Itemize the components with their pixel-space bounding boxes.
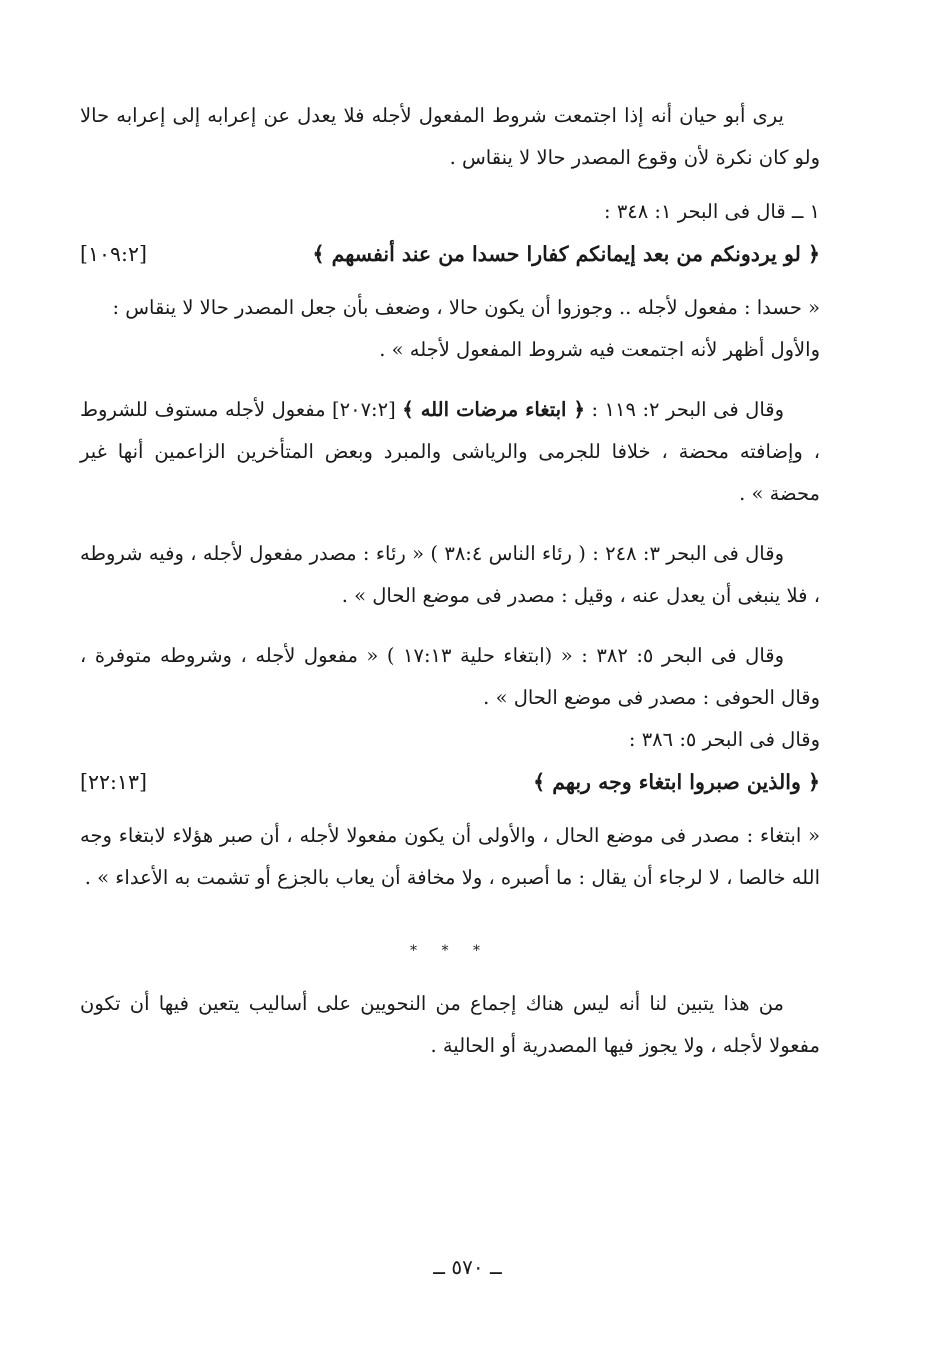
intro-paragraph: يرى أبو حيان أنه إذا اجتمعت شروط المفعول لأجله فلا يعدل عن إعرابه إلى إعرابه حالا ولو كان نكرة لأن وقوع المصدر حالا لا ينقاس .	[80, 104, 820, 169]
quran-verse: ﴿ ابتغاء مرضات الله ﴾	[402, 398, 585, 421]
example-3-paragraph: وقال فى البحر ٣: ٢٤٨ : ( رئاء الناس ٣٨:٤ ) « رئاء : مصدر مفعول لأجله ، وفيه شروطه ، فلا ينبغى أن يعدل عنه ، وقيل : مصدر فى موضع الحال » .	[80, 542, 820, 607]
example-5-heading: وقال فى البحر ٥: ٣٨٦ :	[628, 728, 820, 751]
example-1-conclusion: والأول أظهر لأنه اجتمعت فيه شروط المفعول لأجله » .	[379, 338, 820, 361]
example-1-heading: ١ ــ قال فى البحر ١: ٣٤٨ :	[604, 200, 820, 223]
example-5-verse-line	[80, 761, 820, 803]
page-body	[80, 95, 820, 1067]
verse-reference: [١٠٩:٢]	[80, 242, 147, 266]
conclusion-paragraph: من هذا يتبين لنا أنه ليس هناك إجماع من النحويين على أساليب يتعين فيها أن تكون مفعولا لأجله ، ولا يجوز فيها المصدرية أو الحالية .	[80, 992, 820, 1057]
example-1-commentary: « حسدا : مفعول لأجله .. وجوزوا أن يكون حالا ، وضعف بأن جعل المصدر حالا لا ينقاس :	[112, 296, 820, 319]
example-5-commentary: « ابتغاء : مصدر فى موضع الحال ، والأولى أن يكون مفعولا لأجله ، أن صبر هؤلاء لابتغاء وجه الله خالصا ، لا لرجاء أن يقال : ما أصبره ، ولا مخافة أن يعاب بالجزع أو تشمت به الأعداء » .	[80, 824, 820, 889]
example-1-verse-line	[80, 233, 820, 275]
example-2-text: مفعول لأجله مستوف للشروط ، وإضافته محضة ، خلافا للجرمى والرياشى والمبرد وبعض المتأخرين الزاعمين أنها غير محضة » .	[80, 398, 820, 505]
section-separator: * * *	[410, 943, 490, 959]
verse-reference: [٢٢:١٣]	[80, 770, 147, 794]
quran-verse: ﴿ لو يردونكم من بعد إيمانكم كفارا حسدا من عند أنفسهم ﴾	[312, 242, 820, 266]
page-number: ــ ٥٧٠ ــ	[433, 1255, 502, 1279]
verse-reference: [٢٠٧:٢]	[332, 398, 396, 421]
example-4-paragraph: وقال فى البحر ٥: ٣٨٢ : « (ابتغاء حلية ١٧:١٣ ) « مفعول لأجله ، وشروطه متوفرة ، وقال الحوفى : مصدر فى موضع الحال » .	[80, 644, 820, 709]
quran-verse: ﴿ والذين صبروا ابتغاء وجه ربهم ﴾	[533, 770, 820, 794]
example-2-lead: وقال فى البحر ٢: ١١٩ :	[591, 398, 784, 421]
example-2-paragraph	[80, 389, 820, 515]
